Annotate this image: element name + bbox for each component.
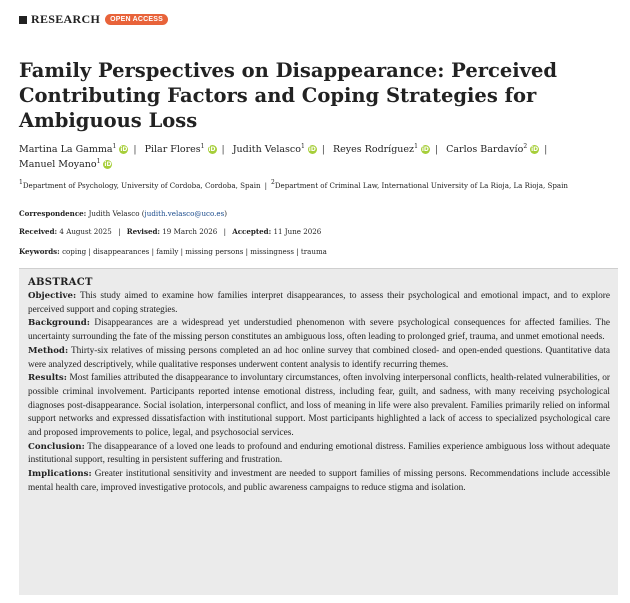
orcid-icon[interactable]: iD bbox=[308, 146, 316, 153]
orcid-icon[interactable]: iD bbox=[104, 161, 112, 168]
author[interactable]: Pilar Flores$^1$ iD bbox=[144, 143, 216, 155]
article-dates: Received: 4 August 2025 | Revised: 19 March 2026 | Accepted: 11 June 2026 bbox=[19, 227, 322, 236]
section-label: RESEARCH bbox=[31, 12, 101, 26]
affiliation: Department of Criminal Law, International University of La Rioja, La Rioja, Spain bbox=[274, 181, 568, 190]
article-title: Family Perspectives on Disappearance: Perceived Contributing Factors and Coping Strategies for Ambiguous Loss bbox=[19, 59, 558, 132]
author[interactable]: Martina La Gamma$^1$ iD bbox=[19, 143, 128, 155]
abstract-background: Background: Disappearances are a widespread yet understudied phenomenon with severe psychological consequences for affected families. The uncertainty surrounding the fate of the missing person constitutes an ambiguous loss, often leading to prolonged grief, trauma, and unmet emotional needs. bbox=[28, 318, 610, 343]
abstract-implications: Implications: Greater institutional sensitivity and investment are needed to support families of missing persons. Recommendations include accessible mental health care, improved investigative protocols, and public awareness campaigns to reduce stigma and isolation. bbox=[28, 469, 610, 493]
author[interactable]: Judith Velasco$^1$ iD bbox=[232, 143, 316, 155]
abstract-results: Results: Most families attributed the disappearance to involuntary circumstances, often involving interpersonal conflicts, health-related vulnerabilities, or possible criminal involvement. Participants reported intense emotional distress, including fear, guilt, and sadness, with many receiving psychological diagnoses post-disappearance. Social isolation, interpersonal conflict, and loss of meaning in life were also prevalent. Families primarily relied on informal support networks and expressed dissatisfaction with institutional support. Most participants highlighted a lack of access to specialized psychological care and proposed improvements to police, legal, and psychosocial services. bbox=[28, 373, 611, 439]
keywords: Keywords: coping | disappearances | family | missing persons | missingness | trauma bbox=[19, 247, 327, 256]
orcid-icon[interactable]: iD bbox=[120, 146, 128, 153]
correspondence: Correspondence: Judith Velasco (judith.velasco@uco.es) bbox=[19, 209, 228, 218]
orcid-icon[interactable]: iD bbox=[421, 146, 429, 153]
author[interactable]: Manuel Moyano$^1$ iD bbox=[19, 158, 112, 170]
affiliations: $^1$Department of Psychology, University of Cordoba, Cordoba, Spain | $^2$Department of Criminal Law, International University of La Rioja, La Rioja, Spain bbox=[19, 179, 568, 190]
open-access-badge: OPEN ACCESS bbox=[105, 14, 168, 25]
email-link[interactable]: judith.velasco@uco.es bbox=[144, 209, 225, 218]
section-marker bbox=[19, 16, 27, 24]
author-list: Martina La Gamma$^1$ iD | Pilar Flores$^1$ iD | Judith Velasco$^1$ iD | Reyes Rodríguez$^1$ iD | Carlos Bardavío$^2$ iD | Manuel Moyano$^1$ iD bbox=[19, 143, 548, 170]
abstract-method: Method: Thirty-six relatives of missing persons completed an ad hoc online survey that combined closed- and open-ended questions. Quantitative data were analyzed descriptively, while qualitative responses underwent content analysis to identify recurring themes. bbox=[28, 345, 610, 370]
abstract-heading: ABSTRACT bbox=[28, 277, 93, 288]
orcid-icon[interactable]: iD bbox=[531, 146, 539, 153]
abstract-objective: Objective: This study aimed to examine how families interpret disappearances, to assess their psychological and emotional impact, and to explore perceived support and coping strategies. bbox=[28, 291, 610, 315]
article-type-header bbox=[19, 12, 168, 27]
orcid-icon[interactable]: iD bbox=[208, 146, 216, 153]
author[interactable]: Reyes Rodríguez$^1$ iD bbox=[333, 143, 429, 155]
author[interactable]: Carlos Bardavío$^2$ iD bbox=[446, 143, 539, 155]
abstract-conclusion: Conclusion: The disappearance of a loved one leads to profound and enduring emotional distress. Families experience ambiguous loss without adequate institutional support, resulting in persistent suffering and frustration. bbox=[28, 441, 611, 466]
abstract-box bbox=[19, 268, 618, 595]
affiliation: Department of Psychology, University of Cordoba, Cordoba, Spain bbox=[22, 181, 261, 190]
